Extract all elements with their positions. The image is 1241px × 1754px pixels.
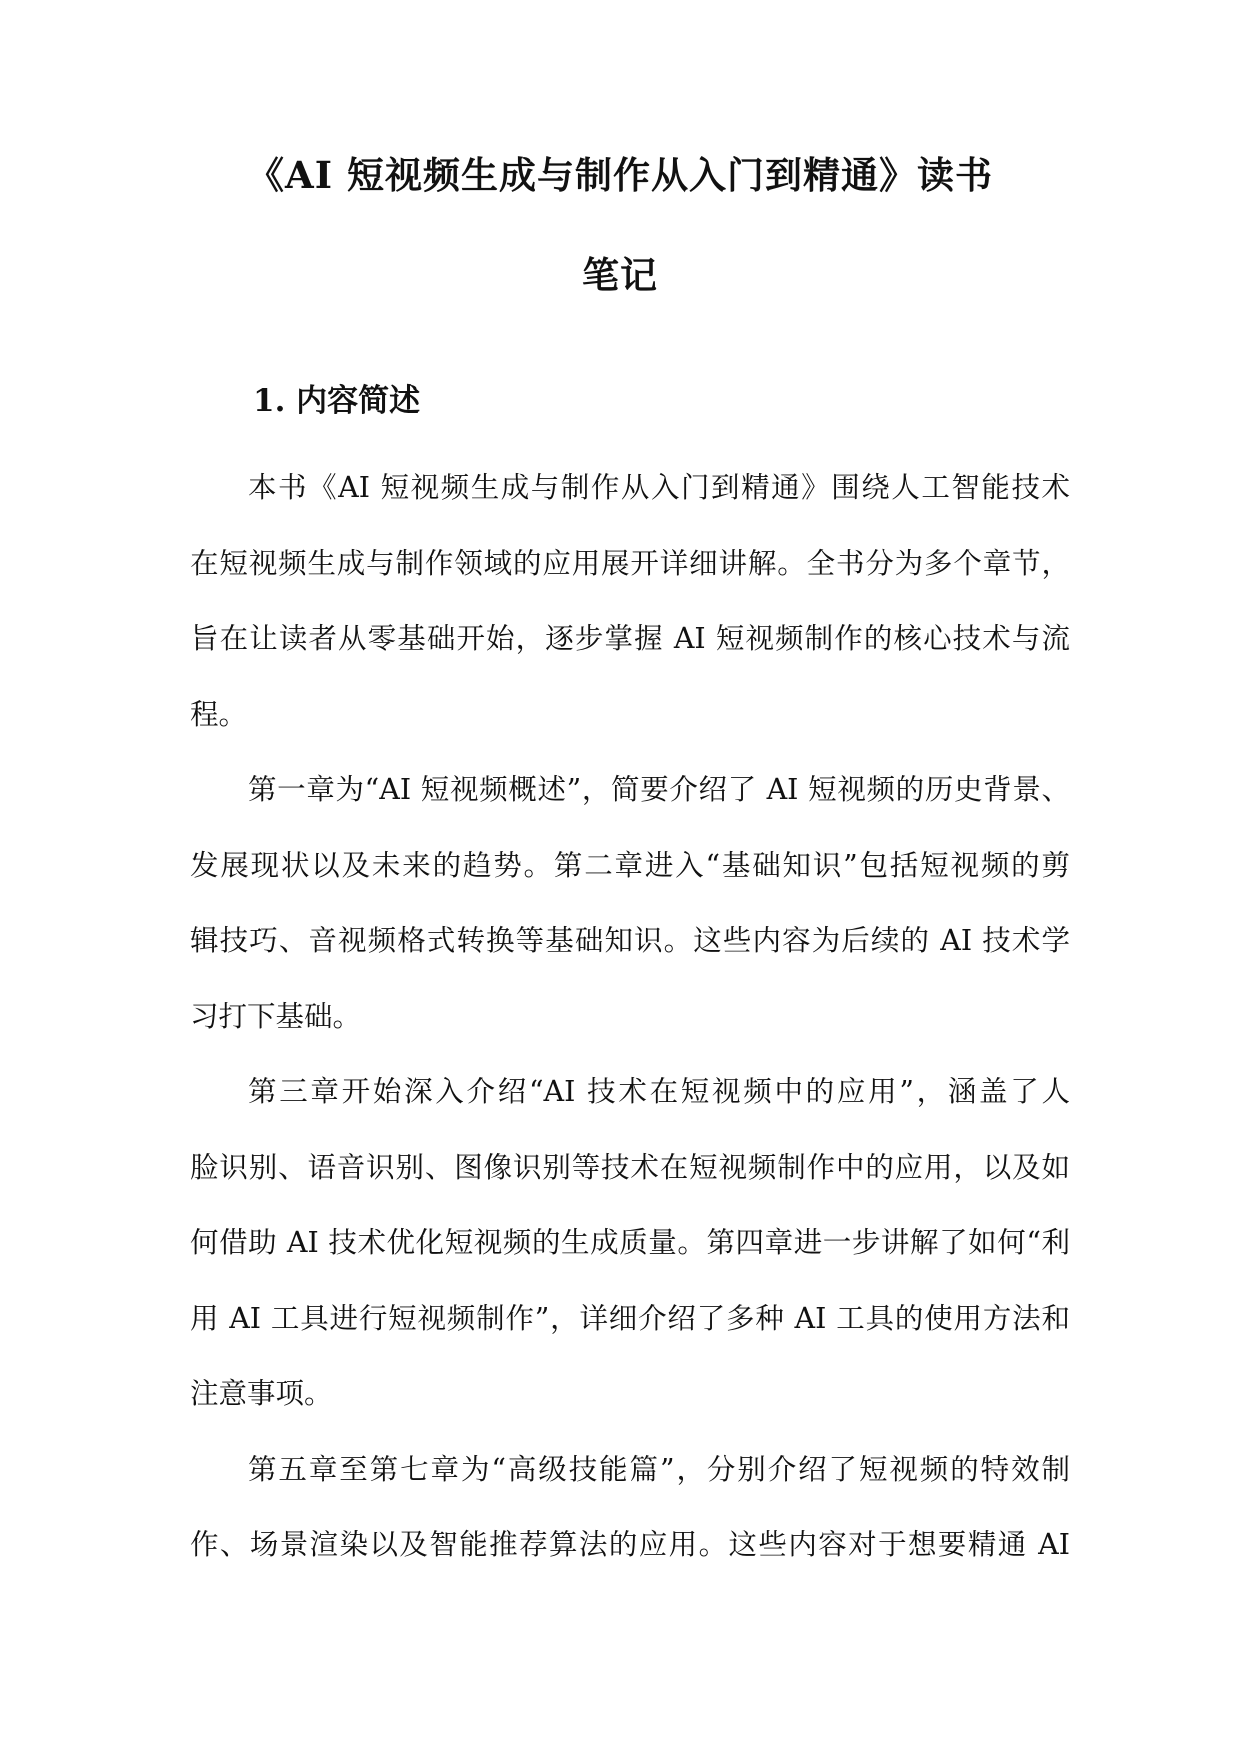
paragraph-3-line-3: 何借助 AI 技术优化短视频的生成质量。第四章进一步讲解了如何“利 [190,1226,1070,1259]
paragraph-1-line-2: 在短视频生成与制作领域的应用展开详细讲解。全书分为多个章节， [190,547,1070,580]
document-title-line-1: 《AI 短视频生成与制作从入门到精通》读书 [247,153,993,197]
paragraph-2-line-4: 习打下基础。 [190,1000,362,1033]
paragraph-4-line-1: 第五章至第七章为“高级技能篇”，分别介绍了短视频的特效制 [248,1453,1070,1486]
paragraph-3-line-4: 用 AI 工具进行短视频制作”，详细介绍了多种 AI 工具的使用方法和 [190,1302,1070,1335]
paragraph-1-line-4: 程。 [190,698,248,731]
section-heading: 1. 内容简述 [253,383,421,419]
paragraph-1-line-3: 旨在让读者从零基础开始，逐步掌握 AI 短视频制作的核心技术与流 [190,622,1070,655]
document-title-line-2: 笔记 [582,253,658,297]
paragraph-2-line-2: 发展现状以及未来的趋势。第二章进入“基础知识”包括短视频的剪 [190,849,1070,882]
paragraph-2-line-1: 第一章为“AI 短视频概述”，简要介绍了 AI 短视频的历史背景、 [248,773,1070,806]
paragraph-1-line-1: 本书《AI 短视频生成与制作从入门到精通》围绕人工智能技术 [248,471,1070,504]
paragraph-3-line-1: 第三章开始深入介绍“AI 技术在短视频中的应用”，涵盖了人 [248,1075,1070,1108]
paragraph-3-line-2: 脸识别、语音识别、图像识别等技术在短视频制作中的应用，以及如 [190,1151,1070,1184]
paragraph-2-line-3: 辑技巧、音视频格式转换等基础知识。这些内容为后续的 AI 技术学 [190,924,1070,957]
paragraph-3-line-5: 注意事项。 [190,1377,333,1410]
paragraph-4-line-2: 作、场景渲染以及智能推荐算法的应用。这些内容对于想要精通 AI [190,1528,1070,1561]
